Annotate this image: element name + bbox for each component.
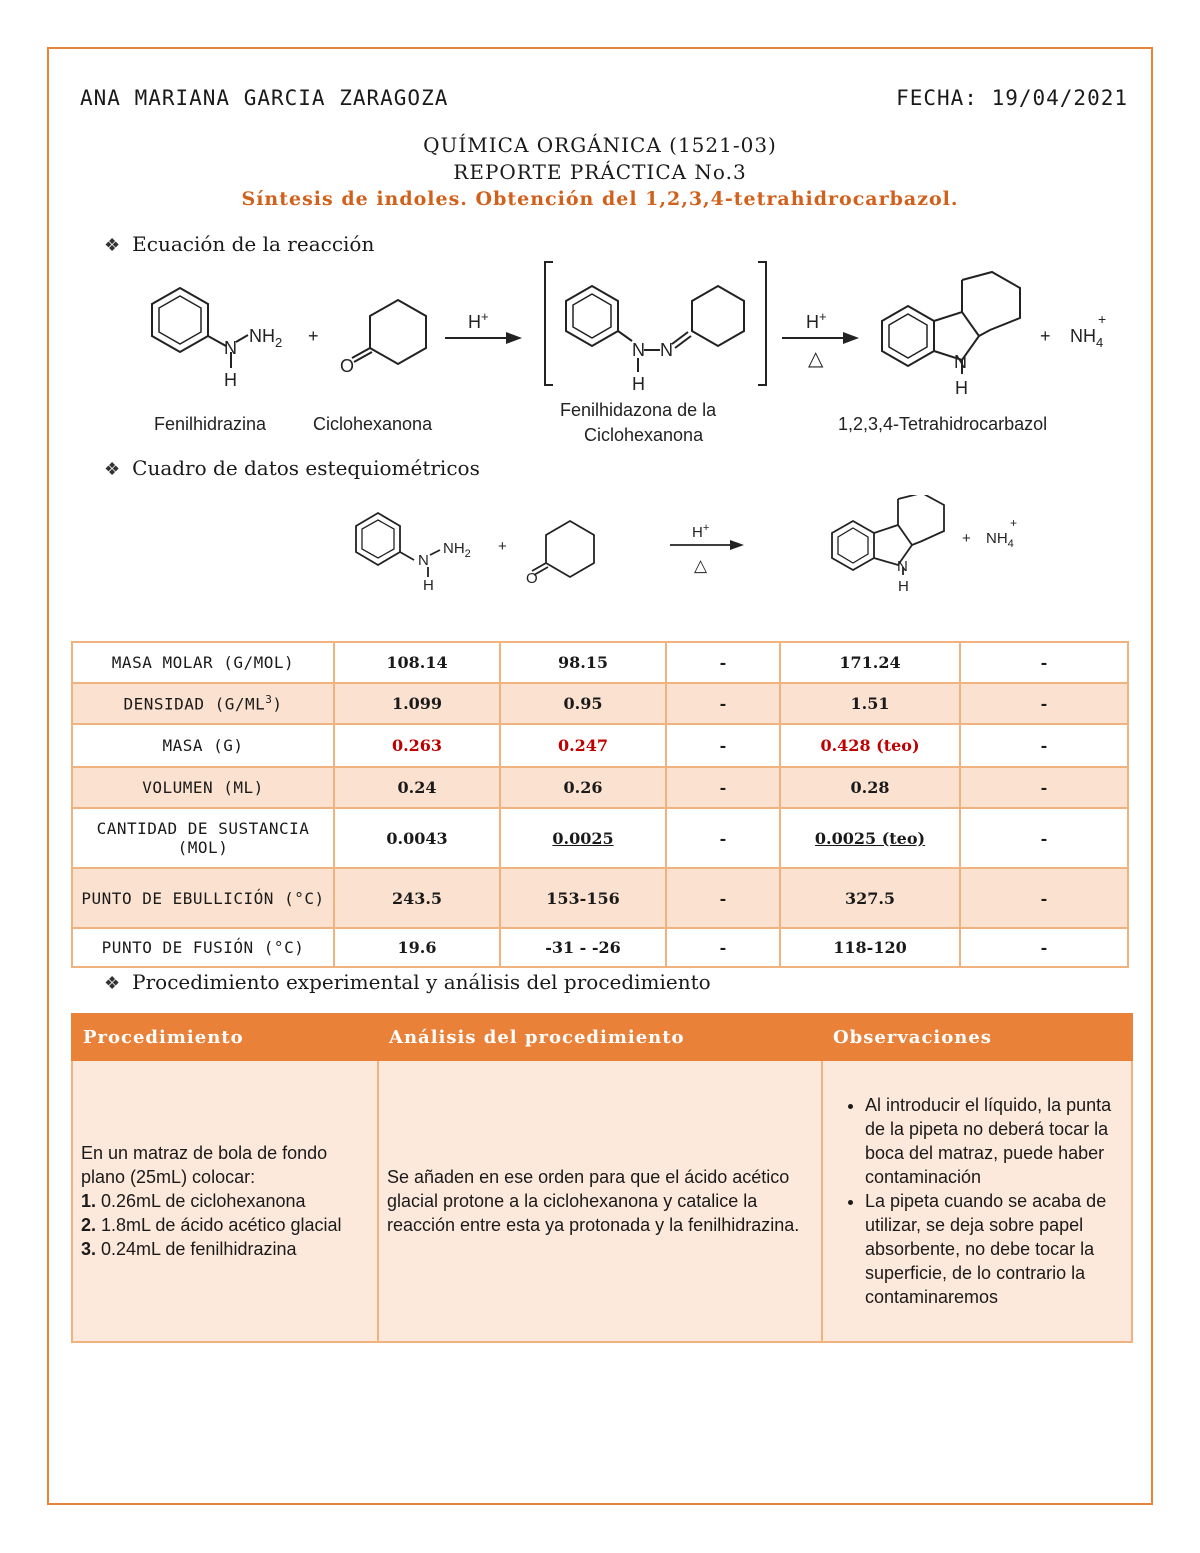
table-cell: - [960, 928, 1128, 967]
stoich-reaction-scheme [0, 495, 1200, 600]
bullet-icon: ❖ [104, 459, 121, 480]
ciclohexanona-label: Ciclohexanona [313, 414, 433, 434]
table-cell: 108.14 [334, 642, 500, 683]
table-cell: 0.247 [500, 724, 666, 767]
table-cell: 0.26 [500, 767, 666, 808]
header-observaciones: Observaciones [822, 1014, 1132, 1060]
procedure-table [71, 1013, 1133, 1343]
table-cell: - [960, 868, 1128, 928]
table-cell: - [666, 868, 780, 928]
section-stoich [104, 456, 480, 480]
table-cell: - [666, 928, 780, 967]
table-cell: 0.24 [334, 767, 500, 808]
table-cell: 118-120 [780, 928, 960, 967]
hidrazona-label: Fenilhidazona de la [560, 400, 717, 420]
author-name: ANA MARIANA GARCIA ZARAGOZA [80, 86, 449, 110]
row-label: PUNTO DE EBULLICIÓN (°C) [72, 868, 334, 928]
report-title: REPORTE PRÁCTICA No.3 [453, 160, 747, 184]
svg-text:H: H [632, 374, 645, 394]
svg-text:H: H [224, 370, 237, 390]
n-atom: N [224, 338, 237, 358]
procedure-step: 1. 0.26mL de ciclohexanona [81, 1191, 306, 1211]
stoich-table [71, 641, 1129, 968]
table-cell: - [960, 808, 1128, 868]
list-item: • Al introducir el líquido, la punta de la pipeta no deberá tocar la boca del matraz, puede haber contaminación [865, 1093, 1125, 1189]
svg-text:NH4: $NH_4$ [1070, 326, 1104, 350]
observations-cell [822, 1060, 1132, 1342]
row-label: CANTIDAD DE SUSTANCIA (MOL) [72, 808, 334, 868]
table-row [72, 767, 1128, 808]
svg-text:N: N [632, 340, 645, 360]
heat-icon: △ [808, 348, 824, 370]
table-cell: - [666, 683, 780, 724]
svg-text:N: N [418, 552, 429, 569]
svg-text:O: O [526, 570, 538, 587]
table-row [72, 808, 1128, 868]
row-label: MASA MOLAR (G/MOL) [72, 642, 334, 683]
cyclohexanone-ring [370, 300, 426, 364]
svg-text:H+: H+ [468, 309, 489, 332]
table-cell: 0.428 (teo) [780, 724, 960, 767]
svg-text:H: H [423, 577, 434, 594]
date: FECHA: 19/04/2021 [896, 86, 1128, 110]
header-procedimiento: Procedimiento [72, 1014, 378, 1060]
svg-text:+: + [1098, 311, 1107, 327]
reaction-scheme [0, 250, 1200, 455]
header-analisis: Análisis del procedimiento [378, 1014, 822, 1060]
table-cell: 0.0025 [500, 808, 666, 868]
svg-text:H: H [955, 378, 968, 398]
procedure-intro: En un matraz de bola de fondo plano (25mL) colocar: [81, 1143, 328, 1187]
product-label: 1,2,3,4-Tetrahidrocarbazol [838, 414, 1048, 434]
title-block [0, 132, 1200, 213]
svg-text:NH4: $NH_4$ [986, 530, 1014, 550]
benzene-ring [152, 288, 208, 352]
fenilhidrazina-label: Fenilhidrazina [154, 414, 267, 434]
table-cell: 1.099 [334, 683, 500, 724]
analysis-cell: Se añaden en ese orden para que el ácido acético glacial protone a la ciclohexanona y catalice la reacción entre esta ya protonada y la fenilhidrazina. [378, 1060, 822, 1342]
table-cell: -31 - -26 [500, 928, 666, 967]
table-cell: - [960, 767, 1128, 808]
table-cell: - [666, 642, 780, 683]
svg-text:NH2: $NH_2$ [443, 540, 471, 560]
table-cell: 98.15 [500, 642, 666, 683]
table-cell: - [960, 724, 1128, 767]
procedure-step: 2. 1.8mL de ácido acético glacial [81, 1215, 342, 1235]
svg-text:H+: H+ [806, 309, 827, 332]
section-procedure-label: Procedimiento experimental y análisis del procedimiento [132, 970, 711, 994]
row-label: PUNTO DE FUSIÓN (°C) [72, 928, 334, 967]
table-cell: 153-156 [500, 868, 666, 928]
svg-text:+: + [1040, 326, 1051, 346]
svg-text:+: + [498, 538, 507, 555]
svg-text:+: + [962, 530, 971, 547]
table-cell: 327.5 [780, 868, 960, 928]
svg-text:H+: H+ [692, 522, 710, 541]
section-procedure [104, 970, 711, 994]
table-cell: - [960, 642, 1128, 683]
row-label: VOLUMEN (ML) [72, 767, 334, 808]
course-title: QUÍMICA ORGÁNICA (1521-03) [423, 133, 777, 157]
table-row [72, 868, 1128, 928]
section-reaction-label: Ecuación de la reacción [132, 232, 375, 256]
table-row [72, 724, 1128, 767]
table-cell: - [960, 683, 1128, 724]
table-cell: 1.51 [780, 683, 960, 724]
svg-text:△: △ [694, 556, 708, 575]
table-cell: 0.28 [780, 767, 960, 808]
table-cell: 243.5 [334, 868, 500, 928]
svg-text:H: H [898, 578, 909, 595]
table-cell: 0.95 [500, 683, 666, 724]
row-label: DENSIDAD $(G/ML^3)$ [72, 683, 334, 724]
svg-text:O: O [340, 356, 355, 376]
svg-text:N: N [660, 340, 673, 360]
svg-text:+: + [1010, 516, 1018, 530]
table-cell: 0.0025 (teo) [780, 808, 960, 868]
svg-text:N: N [954, 352, 967, 372]
table-cell: - [666, 808, 780, 868]
practice-subtitle: Síntesis de indoles. Obtención del 1,2,3,4-tetrahidrocarbazol. [241, 188, 959, 210]
svg-text:N: N [897, 558, 908, 575]
table-cell: - [666, 724, 780, 767]
svg-text:NH2: $NH_2$ [249, 326, 283, 350]
procedure-cell [72, 1060, 378, 1342]
bullet-icon: ❖ [104, 973, 121, 994]
plus-sign: + [308, 326, 319, 346]
table-cell: 0.0043 [334, 808, 500, 868]
table-row [72, 1060, 1132, 1342]
svg-text:Ciclohexanona: Ciclohexanona [584, 425, 704, 445]
table-cell: 0.263 [334, 724, 500, 767]
section-stoich-label: Cuadro de datos estequiométricos [132, 456, 480, 480]
table-header-row [72, 1014, 1132, 1060]
table-row [72, 683, 1128, 724]
procedure-step: 3. 0.24mL de fenilhidrazina [81, 1239, 297, 1259]
table-row [72, 642, 1128, 683]
table-row [72, 928, 1128, 967]
row-label: MASA (G) [72, 724, 334, 767]
table-cell: 19.6 [334, 928, 500, 967]
bullet-icon: ❖ [104, 235, 121, 256]
table-cell: - [666, 767, 780, 808]
list-item: • La pipeta cuando se acaba de utilizar, se deja sobre papel absorbente, no debe tocar la superficie, de lo contrario la contaminaremos [865, 1189, 1125, 1309]
table-cell: 171.24 [780, 642, 960, 683]
